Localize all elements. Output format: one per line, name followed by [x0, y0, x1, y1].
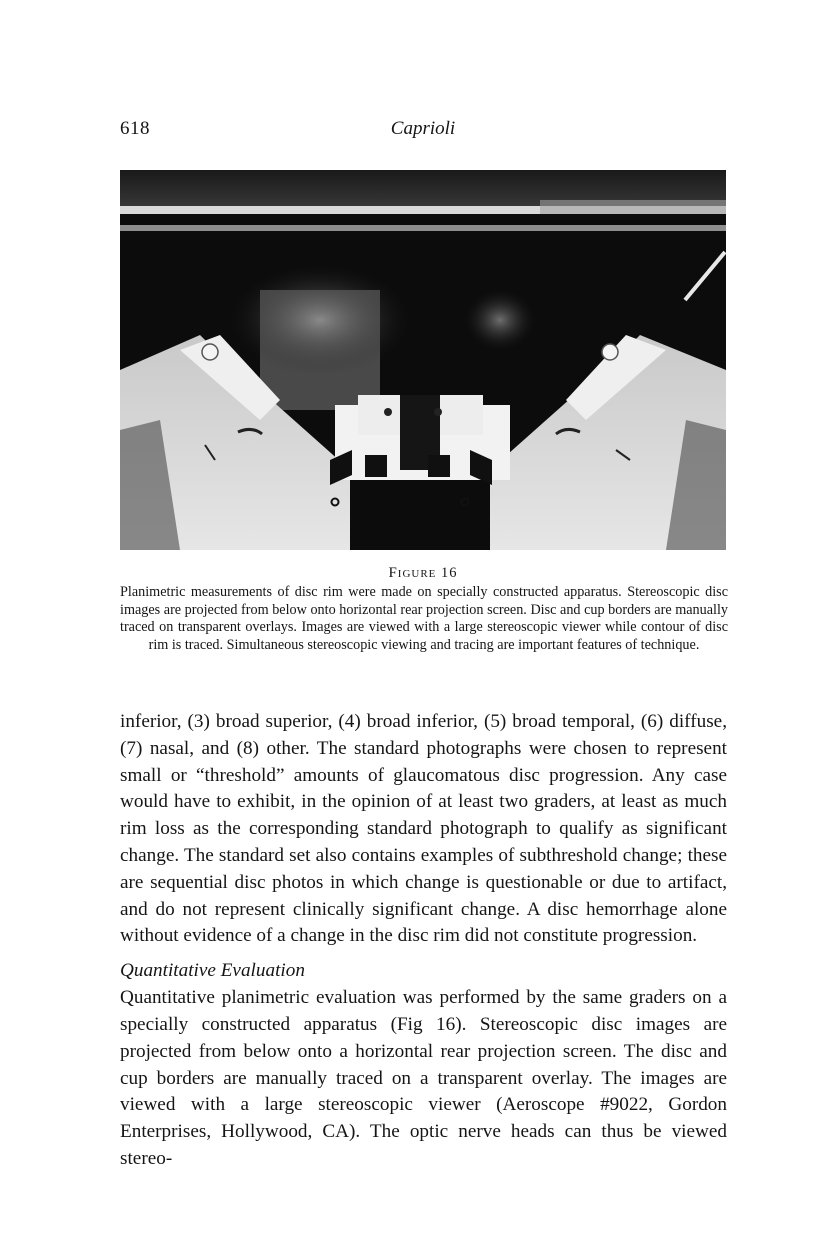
paragraph: inferior, (3) broad superior, (4) broad inferior, (5) broad temporal, (6) diffuse, (7) nasal, and (8) other. The standard photographs were chosen to represent small or “threshold” amounts of glaucomatous disc progression. Any case would have to exhibit, in the opinion of at least two graders, at least as much rim loss as the corresponding standard photograph to qualify as significant change. The standard set also contains examples of subthreshold change; these are sequential disc photos in which change is questionable or due to artifact, and do not represent clinically significant change. A disc hemorrhage alone without evidence of a change in the disc rim did not constitute progression.	[120, 711, 727, 947]
running-head: Caprioli	[390, 118, 456, 139]
section-heading: Quantitative Evaluation	[120, 960, 305, 982]
figure-label-number: 16	[441, 565, 458, 581]
lower-edge	[120, 225, 726, 231]
figure-label	[120, 565, 726, 582]
paragraph: Quantitative planimetric evaluation was performed by the same graders on a specially constructed apparatus (Fig 16). Stereoscopic disc images are projected from below onto a horizontal rear projection screen. The disc and cup borders are manually traced on a transparent overlay. The images are viewed with a large stereoscopic viewer (Aeroscope #9022, Gordon Enterprises, Hollywood, CA). The optic nerve heads can thus be viewed stereo-	[120, 987, 727, 1169]
page-header	[120, 118, 726, 148]
projected-image-right	[465, 290, 535, 350]
figure-label-prefix: Figure	[388, 565, 437, 581]
figure-photo	[120, 170, 726, 550]
page-number: 618	[120, 118, 150, 139]
eyepiece-right	[428, 455, 450, 477]
figure-caption: Planimetric measurements of disc rim were made on specially constructed apparatus. Stereoscopic disc images are projected from below onto horizontal rear projection screen. Disc and cup borders are manually traced on transparent overlays. Images are viewed with a large stereoscopic viewer while contour of disc rim is traced. Simultaneous stereoscopic viewing and tracing are important features of technique.	[120, 584, 728, 653]
stereoscopic-apparatus-photo	[120, 170, 726, 550]
body-text	[120, 709, 727, 1173]
projected-image-left	[230, 265, 410, 375]
eyepiece-left	[365, 455, 387, 477]
